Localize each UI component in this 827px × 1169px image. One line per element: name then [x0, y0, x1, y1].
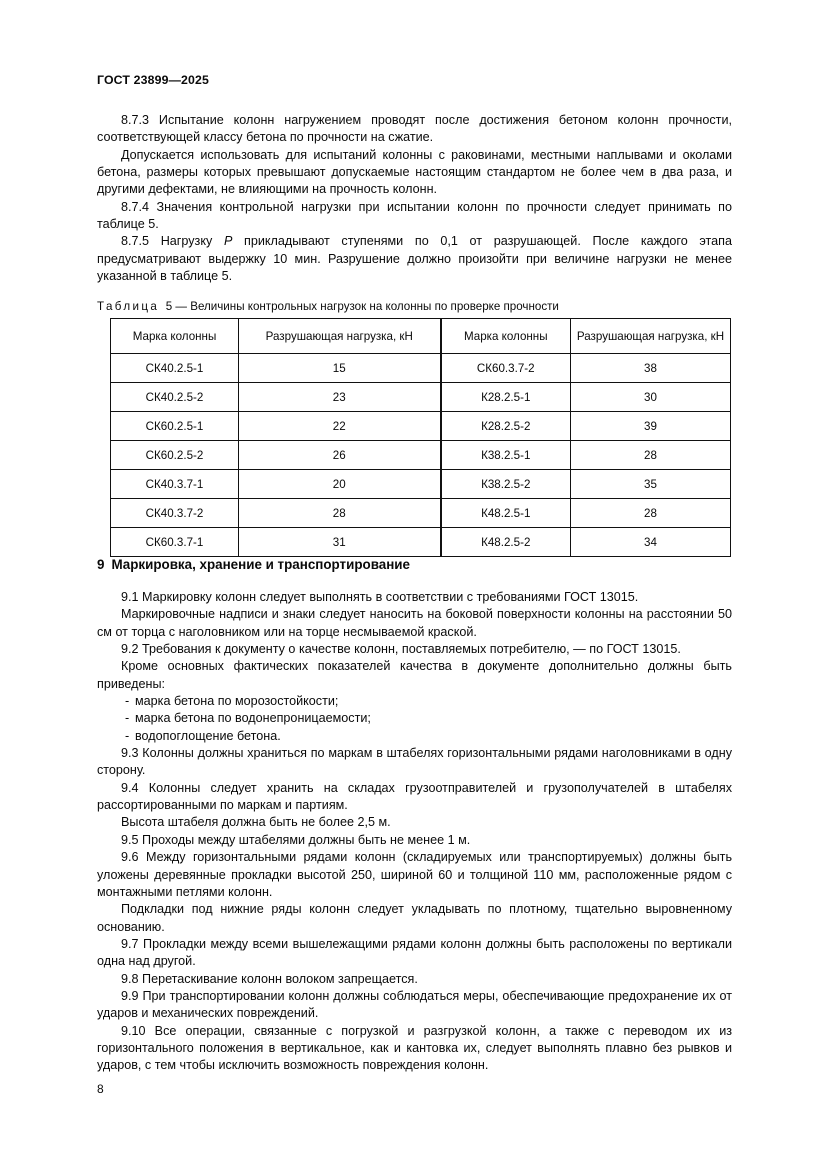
- cell-mark-right: К48.2.5-1: [441, 499, 571, 528]
- paragraph-text: Все операции, связанные с погрузкой и разгрузкой колонн, а также с переводом их из горизонтального положения в вертикальное, как и кантовка их, следует выполнять плавно без рывков и ударов, с тем чтобы исключить возможность повреждения колонн.: [97, 1023, 732, 1073]
- paragraph-9-10: [97, 1023, 732, 1075]
- paragraph-9-6: [97, 849, 732, 901]
- clause-number: 9.2: [121, 642, 139, 657]
- paragraph-9-4b: [97, 814, 732, 831]
- paragraph-text: Перетаскивание колонн волоком запрещается.: [142, 971, 418, 986]
- paragraph-text: Маркировку колонн следует выполнять в соответствии с требованиями ГОСТ 13015.: [142, 590, 639, 604]
- cell-load-left: 22: [239, 412, 441, 441]
- paragraph-8-7-4: [97, 199, 732, 234]
- running-header: ГОСТ 23899—2025: [97, 73, 209, 87]
- table-body: [111, 354, 731, 557]
- cell-mark-left: СК40.2.5-2: [111, 383, 239, 412]
- cell-mark-right: К38.2.5-1: [441, 441, 571, 470]
- text-block-section-9: [97, 556, 732, 1075]
- paragraph-text: Подкладки под нижние ряды колонн следует укладывать по плотному, тщательно выровненному основанию.: [97, 902, 732, 934]
- list-item: - марка бетона по морозостойкости;: [97, 693, 732, 710]
- paragraph-9-1b: [97, 606, 732, 641]
- clause-number: 9.6: [121, 850, 139, 865]
- clause-number: 9.7: [121, 936, 139, 951]
- table-row: [111, 412, 731, 441]
- cell-load-left: 31: [239, 528, 441, 557]
- paragraph-9-7: [97, 936, 732, 971]
- section-number: 9: [97, 557, 105, 572]
- load-symbol: P: [223, 234, 233, 249]
- table-header-row: [111, 319, 731, 354]
- clause-number: 9.8: [121, 971, 139, 986]
- cell-mark-right: СК60.3.7-2: [441, 354, 571, 383]
- section-heading-9: [97, 556, 732, 574]
- cell-mark-left: СК40.3.7-1: [111, 470, 239, 499]
- table-caption-word: Таблица: [97, 300, 160, 314]
- cell-load-left: 26: [239, 441, 441, 470]
- paragraph-9-8: [97, 971, 732, 988]
- paragraph-9-6b: [97, 901, 732, 936]
- cell-mark-right: К28.2.5-2: [441, 412, 571, 441]
- cell-load-right: 38: [571, 354, 731, 383]
- paragraph-text: При транспортировании колонн должны соблюдаться меры, обеспечивающие предохранение их от ударов и механических повреждений.: [97, 988, 732, 1021]
- table-row: [111, 441, 731, 470]
- paragraph-text: Прокладки между всеми вышележащими рядами колонн должны быть расположены по вертикали одна над другой.: [97, 936, 733, 969]
- clause-number: 9.5: [121, 832, 139, 847]
- column-header-mark-right: Марка колонны: [441, 319, 571, 354]
- cell-mark-right: К38.2.5-2: [441, 470, 571, 499]
- cell-load-right: 39: [571, 412, 731, 441]
- cell-load-right: 34: [571, 528, 731, 557]
- column-header-load-left: Разрушающая нагрузка, кН: [239, 319, 441, 354]
- cell-mark-right: К28.2.5-1: [441, 383, 571, 412]
- paragraph-9-3: [97, 745, 732, 780]
- cell-load-left: 15: [239, 354, 441, 383]
- cell-load-right: 30: [571, 383, 731, 412]
- paragraph-text: Проходы между штабелями должны быть не менее 1 м.: [142, 832, 471, 847]
- paragraph-text: Кроме основных фактических показателей качества в документе дополнительно должны быть приведены:: [97, 659, 732, 691]
- clause-number: 9.4: [121, 780, 139, 795]
- list-item: - марка бетона по водонепроницаемости;: [97, 710, 732, 727]
- clause-number: 9.3: [121, 746, 139, 761]
- cell-load-left: 23: [239, 383, 441, 412]
- paragraph-text: Допускается использовать для испытаний колонны с раковинами, местными наплывами и околами бетона, размеры которых превышают допускаемые настоящим стандартом не более чем в два раза, и другими дефектами, не влияющими на прочность колонн.: [97, 147, 732, 197]
- table-row: [111, 528, 731, 557]
- clause-number: 9.9: [121, 988, 139, 1003]
- section-title: Маркировка, хранение и транспортирование: [111, 557, 410, 572]
- paragraph-text: Маркировочные надписи и знаки следует наносить на боковой поверхности колонны на расстоянии 50 см от торца с наголовником или на торце несмываемой краской.: [97, 607, 732, 639]
- column-header-mark-left: Марка колонны: [111, 319, 239, 354]
- column-header-load-right: Разрушающая нагрузка, кН: [571, 319, 731, 354]
- paragraph-9-2b: [97, 658, 732, 693]
- clause-number: 9.1: [121, 590, 139, 604]
- cell-mark-left: СК40.2.5-1: [111, 354, 239, 383]
- cell-load-right: 35: [571, 470, 731, 499]
- cell-load-left: 20: [239, 470, 441, 499]
- cell-load-left: 28: [239, 499, 441, 528]
- paragraph-text-before-symbol: Нагрузку: [160, 234, 224, 249]
- paragraph-8-7-5: [97, 233, 732, 285]
- cell-mark-left: СК60.2.5-1: [111, 412, 239, 441]
- quality-indicator-list: [97, 693, 732, 745]
- clause-number: 9.10: [121, 1023, 146, 1038]
- cell-load-right: 28: [571, 499, 731, 528]
- paragraph-9-1: [97, 589, 732, 606]
- table-5-wrapper: [110, 318, 730, 557]
- paragraph-8-7-3: [97, 112, 732, 147]
- table-row: [111, 383, 731, 412]
- page-number: 8: [97, 1082, 104, 1096]
- cell-mark-left: СК60.2.5-2: [111, 441, 239, 470]
- table-caption: [97, 299, 732, 314]
- table-caption-dash: —: [175, 300, 187, 314]
- cell-mark-right: К48.2.5-2: [441, 528, 571, 557]
- paragraph-9-5: [97, 832, 732, 849]
- cell-mark-left: СК60.3.7-1: [111, 528, 239, 557]
- cell-load-right: 28: [571, 441, 731, 470]
- paragraph-text: Требования к документу о качестве колонн, поставляемых потребителю, — по ГОСТ 13015.: [142, 642, 681, 657]
- table-row: [111, 470, 731, 499]
- paragraph-9-2: [97, 641, 732, 658]
- paragraph-8-7-3b: [97, 147, 732, 199]
- table-caption-text: Величины контрольных нагрузок на колонны по проверке прочности: [190, 300, 559, 314]
- clause-number: 8.7.5: [121, 234, 150, 249]
- table-caption-number: 5: [165, 300, 173, 314]
- paragraph-text: Между горизонтальными рядами колонн (складируемых или транспортируемых) должны быть уложены деревянные прокладки высотой 250, шириной 60 и толщиной 110 мм, расположенные рядом с монтажными петлями колонн.: [97, 850, 733, 899]
- clause-number: 8.7.4: [121, 199, 150, 214]
- paragraph-text: Испытание колонн нагружением проводят после достижения бетоном колонн прочности, соответствующей классу бетона по прочности на сжатие.: [97, 113, 732, 145]
- paragraph-text: Колонны должны храниться по маркам в штабелях горизонтальными рядами наголовниками в одну сторону.: [97, 746, 733, 778]
- paragraph-9-4: [97, 780, 732, 815]
- table-row: [111, 499, 731, 528]
- list-item: - водопоглощение бетона.: [97, 728, 732, 745]
- paragraph-text: Колонны следует хранить на складах грузоотправителей и грузополучателей в штабелях рассортированными по маркам и партиям.: [97, 780, 732, 813]
- paragraph-text: Высота штабеля должна быть не более 2,5 м.: [121, 815, 391, 830]
- clause-number: 8.7.3: [121, 113, 150, 127]
- table-row: [111, 354, 731, 383]
- cell-mark-left: СК40.3.7-2: [111, 499, 239, 528]
- text-block-upper: [97, 112, 732, 314]
- table-5: [110, 318, 731, 557]
- paragraph-text-after-symbol: прикладывают ступенями по 0,1 от разрушающей. После каждого этапа предусматривают выдержку 10 мин. Разрушение должно произойти при величине нагрузки не менее указанной в таблице 5.: [97, 234, 733, 284]
- paragraph-text: Значения контрольной нагрузки при испытании колонн по прочности следует принимать по таблице 5.: [97, 199, 733, 232]
- paragraph-9-9: [97, 988, 732, 1023]
